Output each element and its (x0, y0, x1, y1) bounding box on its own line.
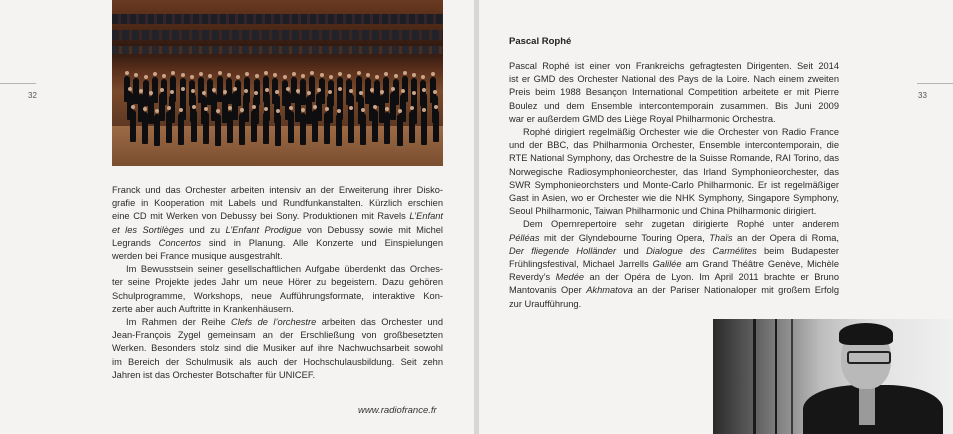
right-margin-rule (917, 83, 953, 84)
text-line: und der BBC, das Philharmonia Orchester, Ensemble intercontemporain, die (509, 140, 839, 151)
text-line: RTE National Symphony, das Orchestre de la Suisse Romande, RAI Torino, das (509, 153, 839, 164)
text-line: Frühlingsfestival, Michael Jarrells Galilée am Grand Théâtre Genève, Michèle (509, 259, 839, 270)
text-line: Jahren ist das Orchester Botschafter für UNICEF. (112, 369, 316, 380)
text-line: Boulez und dem Ensemble intercontemporain zusammen. Bis Juni 2009 (509, 100, 839, 111)
text-line: grafie in Kooperation mit Labels und Rundfunkanstalten. Kürzlich erschien (112, 198, 443, 209)
text-line: Jean-François Zygel gemeinsam an der Erschließung von großbesetzten (112, 330, 443, 341)
left-body-paragraph (112, 316, 443, 382)
text-line: Seoul Philharmonic, Taiwan Philharmonic und China Philharmonic dirigiert. (509, 206, 817, 217)
text-line: im Bereich der Schulmusik als auch der Hochschulausbildung. Seit zehn (112, 356, 443, 367)
conductor-portrait-photo (713, 319, 953, 434)
right-body-text (509, 60, 839, 311)
text-line: et les Sortilèges und zu L’Enfant Prodigue von Debussy sowie mit Michel (112, 224, 443, 235)
text-line: ist er GMD des Orchester National des Pays de la Loire. Nach einem zweiten (509, 74, 839, 85)
text-line: Werken. Besonders stolz sind die Musiker auf ihre Nachwuchsarbeit sowohl (112, 343, 443, 354)
text-line: werden bei France musique ausgestrahlt. (112, 251, 283, 262)
right-body-paragraph (509, 126, 839, 218)
conductor-heading: Pascal Rophé (509, 36, 572, 47)
text-line: war er außerdem GMD des Liège Royal Philharmonic Orchestra. (509, 113, 776, 124)
text-line: Im Bewusstsein seiner gesellschaftlichen Aufgabe überdenkt das Orches- (126, 264, 443, 275)
text-line: Im Rahmen der Reihe Clefs de l’orchestre arbeiten das Orchester und (126, 317, 443, 328)
page-number-right: 33 (918, 91, 927, 100)
left-body-paragraph (112, 263, 443, 316)
text-line: zur Uraufführung. (509, 298, 582, 309)
right-body-paragraph (509, 60, 839, 126)
text-line: Mantovanis Oper Akhmatova an der Pariser Nationaloper mit großem Erfolg (509, 285, 839, 296)
right-body-paragraph (509, 218, 839, 310)
text-line: Norwegische Radiosymphonieorchester, das Irland Symphonieorchester, das (509, 166, 839, 177)
orchestra-photo (112, 0, 443, 166)
text-line: eine CD mit Werken von Debussy bei Sony. Produktionen mit Ravels L’Enfant (112, 211, 443, 222)
text-line: Preis beim 1988 Besançon International Competition arbeitete er mit Pierre (509, 87, 839, 98)
left-body-text (112, 184, 443, 382)
text-line: Gast in Asien, wo er Orchester wie die NHK Symphony, Singapore Symphony, (509, 193, 839, 204)
text-line: zerte aber auch Auftritte in Krankenhäusern. (112, 303, 294, 314)
left-body-paragraph (112, 184, 443, 263)
text-line: ter seine Projekte jedes Jahr um neue Hörer zu begeistern. Dazu gehören (112, 277, 443, 288)
website-url: www.radiofrance.fr (358, 405, 437, 416)
text-line: Dem Opernrepertoire sehr zugetan dirigierte Rophé unter anderem (523, 219, 839, 230)
text-line: Pélléas mit der Glyndebourne Touring Opera, Thaïs an der Opera di Roma, (509, 232, 839, 243)
text-line: Franck und das Orchester arbeiten intensiv an der Erweiterung ihrer Disko- (112, 185, 443, 195)
left-margin-rule (0, 83, 36, 84)
text-line: Rophé dirigiert regelmäßig Orchester wie die Orchester von Radio France (523, 127, 839, 138)
text-line: Der fliegende Holländer und Dialogue des Carmélites beim Budapester (509, 245, 839, 256)
text-line: SWR Symphonieorchsters und Monte-Carlo Philharmonic. Er ist regelmäßiger (509, 179, 839, 190)
text-line: Reverdy’s Medée an der Opéra de Lyon. Im April 2011 brachte er Bruno (509, 272, 840, 283)
text-line: Schulprogramme, Workshops, neue Aufführungsformate, interaktive Kon- (112, 290, 443, 301)
page-number-left: 32 (28, 91, 37, 100)
text-line: Pascal Rophé ist einer von Frankreichs gefragtesten Dirigenten. Seit 2014 (509, 61, 839, 71)
text-line: Legrands Concertos sind in Planung. Alle Konzerte und Einspielungen (112, 237, 443, 248)
